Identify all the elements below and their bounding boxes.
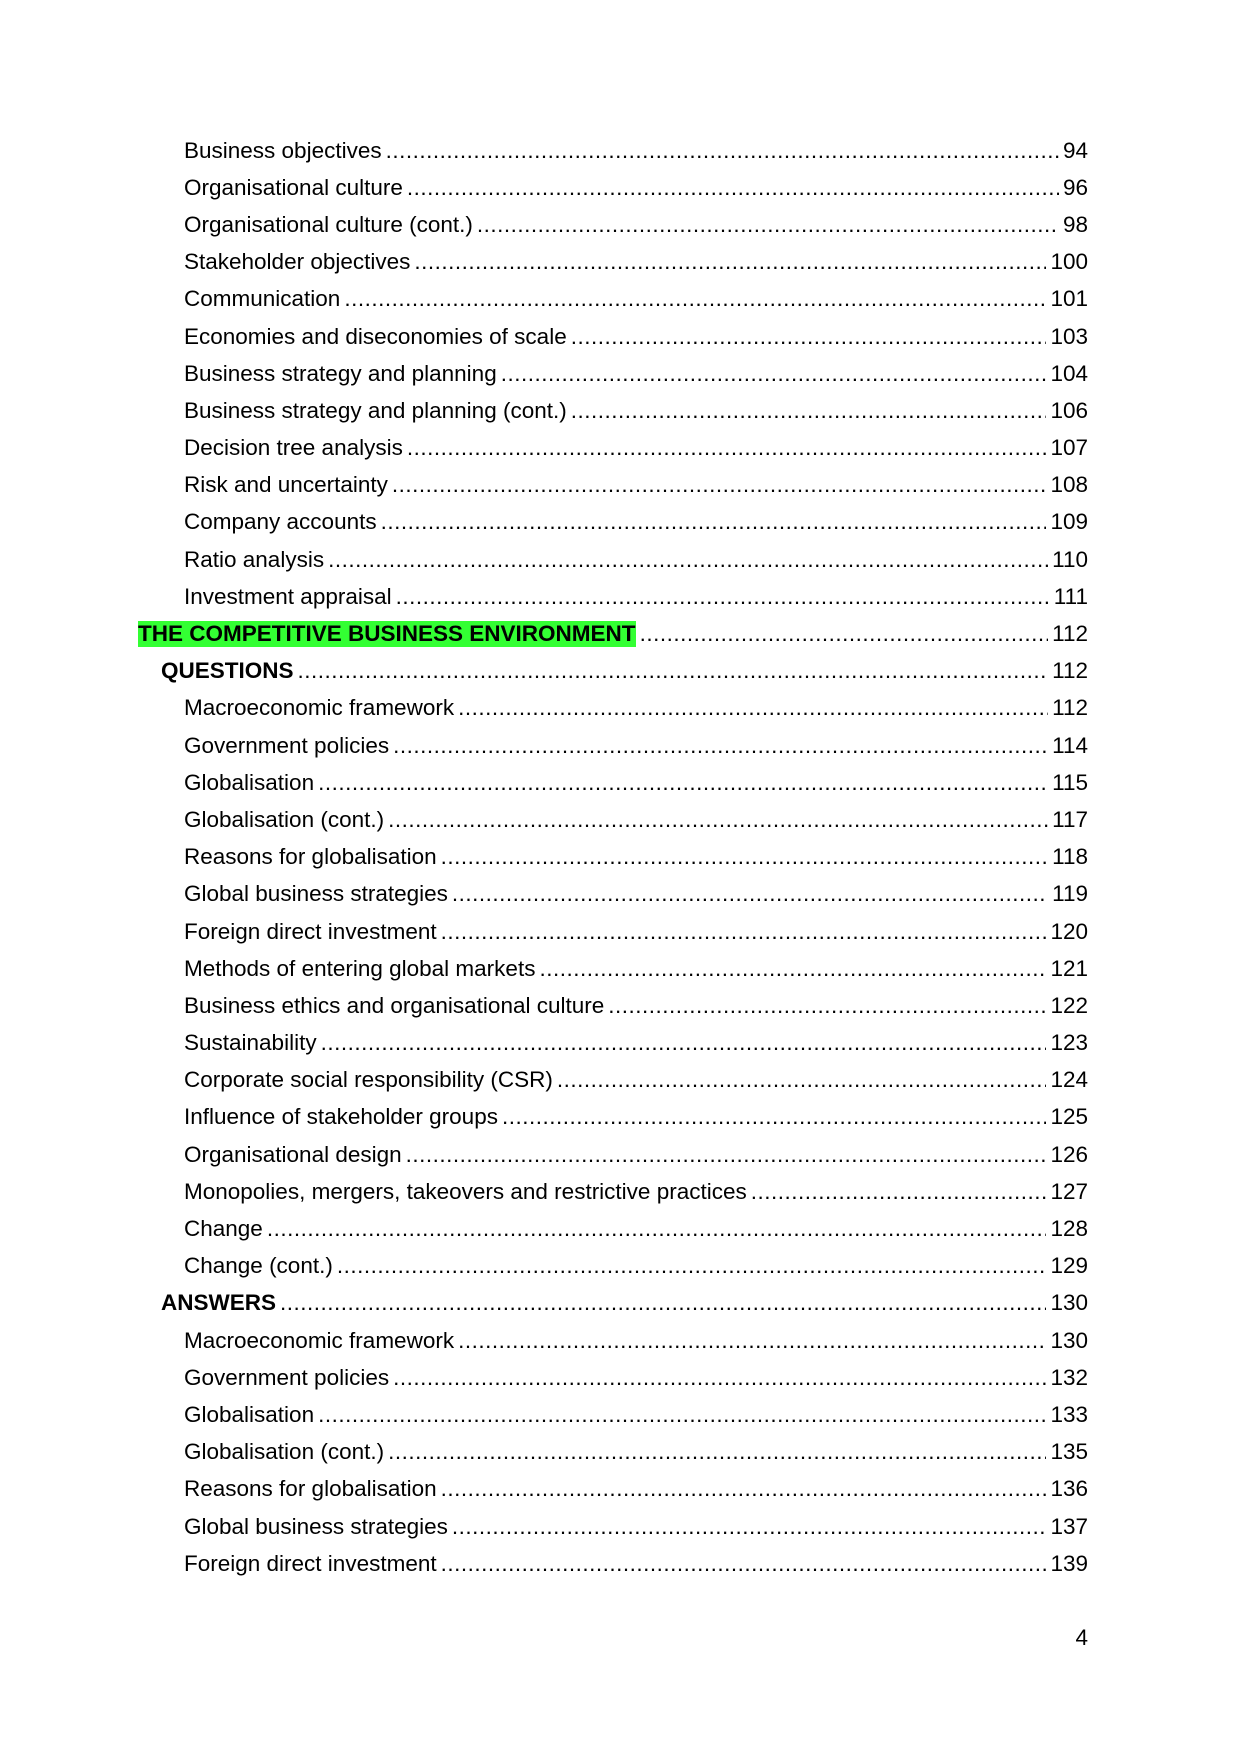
toc-entry[interactable] xyxy=(0,839,1258,876)
toc-entry[interactable] xyxy=(0,1434,1258,1471)
toc-entry[interactable] xyxy=(0,1248,1258,1285)
toc-entry-line xyxy=(184,541,1088,578)
dot-leader xyxy=(318,770,1048,796)
toc-entry-title[interactable]: Macroeconomic framework xyxy=(184,1327,455,1353)
toc-entry-page[interactable]: 128 xyxy=(1050,1216,1088,1242)
toc-entry-title[interactable]: Business strategy and planning xyxy=(184,360,497,386)
toc-entry[interactable] xyxy=(0,1545,1258,1582)
toc-entry-line xyxy=(184,1099,1088,1136)
toc-entry[interactable] xyxy=(0,467,1258,504)
toc-subsection-heading[interactable] xyxy=(0,1285,1258,1322)
toc-entry-line xyxy=(184,244,1088,281)
toc-entry[interactable] xyxy=(0,876,1258,913)
toc-entry-page[interactable]: 107 xyxy=(1050,435,1088,461)
toc-entry-page[interactable]: 104 xyxy=(1050,360,1088,386)
toc-entry-title[interactable]: Risk and uncertainty xyxy=(184,472,388,498)
toc-entry-title[interactable]: Global business strategies xyxy=(184,881,448,907)
toc-entry-line xyxy=(184,1508,1088,1545)
toc-entry-title[interactable]: Global business strategies xyxy=(184,1513,448,1539)
toc-entry-line xyxy=(184,132,1088,169)
toc-section-heading[interactable] xyxy=(0,615,1258,652)
toc-entry[interactable] xyxy=(0,1136,1258,1173)
toc-entry-title[interactable]: Globalisation (cont.) xyxy=(184,806,385,832)
toc-entry[interactable] xyxy=(0,578,1258,615)
dot-leader xyxy=(388,1439,1046,1465)
toc-entry-line xyxy=(184,839,1088,876)
toc-entry-page[interactable]: 112 xyxy=(1052,621,1088,647)
dot-leader xyxy=(388,807,1048,833)
dot-leader xyxy=(571,324,1047,350)
toc-entry-line xyxy=(184,1359,1088,1396)
toc-entry-line xyxy=(184,392,1088,429)
toc-entry-page[interactable]: 119 xyxy=(1052,881,1088,907)
toc-entry[interactable] xyxy=(0,355,1258,392)
dot-leader xyxy=(407,175,1059,201)
toc-entry-line xyxy=(184,1434,1088,1471)
toc-entry-page[interactable]: 109 xyxy=(1050,509,1088,535)
dot-leader xyxy=(328,547,1048,573)
table-of-contents xyxy=(0,132,1258,1582)
toc-entry-page[interactable]: 96 xyxy=(1062,174,1088,200)
dot-leader xyxy=(396,584,1050,610)
toc-entry[interactable] xyxy=(0,318,1258,355)
dot-leader xyxy=(452,1514,1047,1540)
toc-entry-line xyxy=(184,206,1088,243)
toc-entry[interactable] xyxy=(0,1025,1258,1062)
toc-entry[interactable] xyxy=(0,690,1258,727)
toc-entry-line xyxy=(184,1545,1088,1582)
toc-entry-title[interactable]: Company accounts xyxy=(184,509,377,535)
toc-entry-line xyxy=(184,987,1088,1024)
toc-entry-page[interactable]: 135 xyxy=(1050,1439,1088,1465)
toc-entry[interactable] xyxy=(0,1210,1258,1247)
dot-leader xyxy=(407,435,1047,461)
toc-entry-page[interactable]: 117 xyxy=(1052,806,1088,832)
toc-entry-line xyxy=(184,801,1088,838)
dot-leader xyxy=(539,956,1046,982)
toc-entry-page[interactable]: 133 xyxy=(1050,1401,1088,1427)
toc-entry-page[interactable]: 110 xyxy=(1052,546,1088,572)
dot-leader xyxy=(337,1253,1047,1279)
dot-leader xyxy=(321,1030,1047,1056)
toc-entry-title[interactable]: Decision tree analysis xyxy=(184,435,403,461)
toc-entry-line xyxy=(184,1248,1088,1285)
toc-entry-title[interactable]: Change (cont.) xyxy=(184,1253,333,1279)
toc-entry-line xyxy=(161,653,1088,690)
toc-entry-title[interactable]: Macroeconomic framework xyxy=(184,695,455,721)
toc-entry-page[interactable]: 103 xyxy=(1050,323,1088,349)
toc-entry[interactable] xyxy=(0,950,1258,987)
toc-entry-page[interactable]: 115 xyxy=(1052,769,1088,795)
dot-leader xyxy=(452,881,1048,907)
dot-leader xyxy=(441,919,1047,945)
toc-entry-page[interactable]: 132 xyxy=(1050,1364,1088,1390)
toc-entry-title[interactable]: Globalisation (cont.) xyxy=(184,1439,385,1465)
toc-entry-title[interactable]: Globalisation xyxy=(184,1401,315,1427)
toc-entry-page[interactable]: 121 xyxy=(1050,955,1088,981)
toc-entry-line xyxy=(184,876,1088,913)
toc-entry-title[interactable]: Business strategy and planning (cont.) xyxy=(184,397,567,423)
toc-entry-line xyxy=(184,1025,1088,1062)
toc-entry-title[interactable]: Methods of entering global markets xyxy=(184,955,536,981)
toc-entry-page[interactable]: 130 xyxy=(1050,1327,1088,1353)
toc-entry-line xyxy=(184,430,1088,467)
toc-entry[interactable] xyxy=(0,206,1258,243)
toc-entry-title[interactable]: Ratio analysis xyxy=(184,546,325,572)
toc-entry-title[interactable]: Change xyxy=(184,1216,263,1242)
dot-leader xyxy=(406,1142,1047,1168)
toc-entry-title[interactable]: Organisational design xyxy=(184,1141,402,1167)
dot-leader xyxy=(458,1328,1046,1354)
toc-entry-title[interactable]: Sustainability xyxy=(184,1030,317,1056)
toc-entry[interactable] xyxy=(0,764,1258,801)
dot-leader xyxy=(393,1365,1046,1391)
toc-entry-title[interactable]: QUESTIONS xyxy=(161,658,294,684)
dot-leader xyxy=(441,844,1048,870)
toc-entry[interactable] xyxy=(0,1508,1258,1545)
toc-entry[interactable] xyxy=(0,392,1258,429)
dot-leader xyxy=(608,993,1046,1019)
toc-entry-title[interactable]: ANSWERS xyxy=(161,1290,277,1316)
toc-entry-line xyxy=(184,913,1088,950)
toc-entry-title[interactable]: Government policies xyxy=(184,1364,390,1390)
toc-entry[interactable] xyxy=(0,801,1258,838)
toc-entry[interactable] xyxy=(0,1359,1258,1396)
dot-leader xyxy=(557,1067,1047,1093)
toc-entry[interactable] xyxy=(0,1471,1258,1508)
dot-leader xyxy=(344,286,1046,312)
toc-entry[interactable] xyxy=(0,504,1258,541)
toc-entry-line xyxy=(184,318,1088,355)
toc-entry-title[interactable]: Stakeholder objectives xyxy=(184,249,411,275)
page-number: 4 xyxy=(1075,1625,1088,1650)
dot-leader xyxy=(298,658,1049,684)
toc-entry-line xyxy=(184,764,1088,801)
toc-entry-line xyxy=(161,1285,1088,1322)
toc-entry-line xyxy=(184,690,1088,727)
toc-entry-line xyxy=(184,504,1088,541)
toc-entry-page[interactable]: 124 xyxy=(1050,1067,1088,1093)
toc-entry-line xyxy=(184,1062,1088,1099)
toc-entry-title[interactable]: Corporate social responsibility (CSR) xyxy=(184,1067,553,1093)
toc-entry-title[interactable]: Foreign direct investment xyxy=(184,918,437,944)
toc-entry[interactable] xyxy=(0,1396,1258,1433)
toc-entry-line xyxy=(184,1471,1088,1508)
toc-entry-title[interactable]: Business objectives xyxy=(184,137,382,163)
toc-entry-title[interactable]: Monopolies, mergers, takeovers and restrictive practices xyxy=(184,1178,747,1204)
toc-entry-page[interactable]: 108 xyxy=(1050,472,1088,498)
toc-entry-page[interactable]: 136 xyxy=(1050,1476,1088,1502)
toc-entry-page[interactable]: 111 xyxy=(1053,583,1088,609)
dot-leader xyxy=(393,733,1048,759)
dot-leader xyxy=(640,621,1049,647)
toc-entry[interactable] xyxy=(0,430,1258,467)
toc-entry-page[interactable]: 114 xyxy=(1052,732,1088,758)
toc-entry[interactable] xyxy=(0,1322,1258,1359)
dot-leader xyxy=(571,398,1047,424)
toc-entry-line xyxy=(184,1173,1088,1210)
dot-leader xyxy=(501,361,1047,387)
toc-entry[interactable] xyxy=(0,987,1258,1024)
toc-entry-title[interactable]: Economies and diseconomies of scale xyxy=(184,323,567,349)
toc-entry-title[interactable]: Influence of stakeholder groups xyxy=(184,1104,498,1130)
dot-leader xyxy=(414,249,1046,275)
toc-entry-page[interactable]: 120 xyxy=(1050,918,1088,944)
toc-entry-line xyxy=(184,169,1088,206)
toc-entry[interactable] xyxy=(0,541,1258,578)
toc-entry-line xyxy=(184,578,1088,615)
toc-entry-page[interactable]: 137 xyxy=(1050,1513,1088,1539)
toc-entry-title[interactable]: Reasons for globalisation xyxy=(184,1476,437,1502)
toc-entry-page[interactable]: 130 xyxy=(1050,1290,1088,1316)
toc-entry-line xyxy=(138,615,1088,652)
toc-entry[interactable] xyxy=(0,727,1258,764)
toc-entry-line xyxy=(184,1322,1088,1359)
toc-entry-page[interactable]: 94 xyxy=(1062,137,1088,163)
toc-entry[interactable] xyxy=(0,132,1258,169)
toc-entry-title[interactable]: Business ethics and organisational culture xyxy=(184,992,605,1018)
toc-entry-title[interactable]: THE COMPETITIVE BUSINESS ENVIRONMENT xyxy=(138,621,636,647)
toc-entry-page[interactable]: 100 xyxy=(1050,249,1088,275)
toc-entry-title[interactable]: Organisational culture (cont.) xyxy=(184,211,473,237)
toc-entry-line xyxy=(184,1396,1088,1433)
toc-entry-page[interactable]: 101 xyxy=(1050,286,1088,312)
toc-entry[interactable] xyxy=(0,1099,1258,1136)
dot-leader xyxy=(318,1402,1046,1428)
toc-entry[interactable] xyxy=(0,1062,1258,1099)
toc-entry-line xyxy=(184,281,1088,318)
toc-entry-title[interactable]: Government policies xyxy=(184,732,390,758)
dot-leader xyxy=(477,212,1059,238)
toc-entry[interactable] xyxy=(0,281,1258,318)
toc-entry-page[interactable]: 127 xyxy=(1050,1178,1088,1204)
toc-entry-page[interactable]: 139 xyxy=(1050,1550,1088,1576)
dot-leader xyxy=(441,1551,1047,1577)
dot-leader xyxy=(267,1216,1047,1242)
toc-entry-page[interactable]: 118 xyxy=(1052,844,1088,870)
dot-leader xyxy=(392,472,1047,498)
toc-entry-page[interactable]: 106 xyxy=(1050,397,1088,423)
toc-entry-page[interactable]: 122 xyxy=(1050,992,1088,1018)
toc-entry-page[interactable]: 112 xyxy=(1052,658,1088,684)
toc-entry-title[interactable]: Communication xyxy=(184,286,341,312)
toc-entry[interactable] xyxy=(0,913,1258,950)
toc-entry-title[interactable]: Organisational culture xyxy=(184,174,403,200)
dot-leader xyxy=(441,1476,1047,1502)
toc-entry-page[interactable]: 112 xyxy=(1052,695,1088,721)
toc-entry[interactable] xyxy=(0,244,1258,281)
dot-leader xyxy=(386,138,1059,164)
toc-entry-line xyxy=(184,1210,1088,1247)
toc-entry-title[interactable]: Foreign direct investment xyxy=(184,1550,437,1576)
toc-entry-line xyxy=(184,727,1088,764)
toc-entry-page[interactable]: 123 xyxy=(1050,1030,1088,1056)
toc-entry-line xyxy=(184,950,1088,987)
toc-subsection-heading[interactable] xyxy=(0,653,1258,690)
dot-leader xyxy=(458,695,1048,721)
toc-entry-page[interactable]: 98 xyxy=(1062,211,1088,237)
dot-leader xyxy=(381,509,1047,535)
toc-entry-page[interactable]: 125 xyxy=(1050,1104,1088,1130)
toc-entry-line xyxy=(184,355,1088,392)
toc-entry-title[interactable]: Reasons for globalisation xyxy=(184,844,437,870)
dot-leader xyxy=(751,1179,1047,1205)
toc-entry[interactable] xyxy=(0,169,1258,206)
toc-entry-title[interactable]: Globalisation xyxy=(184,769,315,795)
dot-leader xyxy=(502,1104,1046,1130)
toc-entry-line xyxy=(184,467,1088,504)
toc-entry-page[interactable]: 126 xyxy=(1050,1141,1088,1167)
toc-entry-page[interactable]: 129 xyxy=(1050,1253,1088,1279)
toc-entry-title[interactable]: Investment appraisal xyxy=(184,583,392,609)
dot-leader xyxy=(280,1290,1046,1316)
toc-entry-line xyxy=(184,1136,1088,1173)
toc-entry[interactable] xyxy=(0,1173,1258,1210)
